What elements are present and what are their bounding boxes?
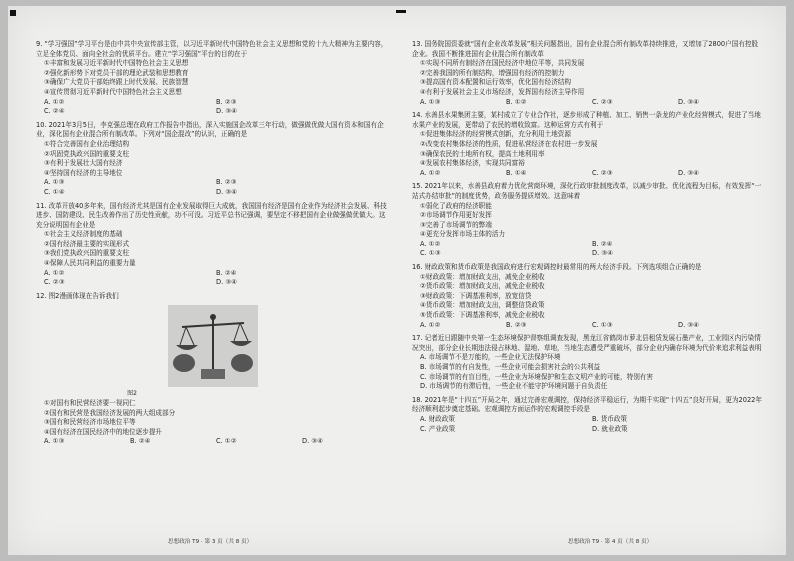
statement: ③有利于发展壮大国有经济	[44, 159, 123, 168]
statement: ②市场调节作用更好发挥	[420, 211, 492, 220]
question-11	[36, 202, 388, 288]
statement: ②强化新形势下对党员干部的理论武装和思想教育	[44, 68, 189, 77]
option-b: B. 市场调节的有自发性，一些企业可能会损害社会的公共利益	[420, 363, 601, 371]
statement: ①促进集体经济的经营模式创新，充分利用土地资源	[420, 130, 571, 139]
option-c: C. ①③	[592, 320, 613, 329]
statement: ②巩固党执政兴国的重要支柱	[44, 149, 130, 158]
answer-options	[44, 178, 388, 197]
statement: ③确保农民的土地所有权，提高土地利用率	[420, 149, 545, 158]
cartoon-figure	[168, 305, 258, 387]
center-mark	[396, 10, 406, 13]
option-a: A. 财政政策	[420, 414, 455, 423]
balance-scale-illustration	[168, 305, 258, 387]
figure-caption: 图2	[127, 390, 137, 398]
option-d: D. ③④	[678, 168, 700, 177]
question-16	[412, 263, 764, 330]
option-c: C. ②③	[44, 278, 65, 287]
answer-options	[420, 321, 764, 331]
statement: ④有利于发展社会主义市场经济，发挥国有经济主导作用	[420, 87, 585, 96]
statement: ⑤货币政策：下调基准利率，减免企业税收	[420, 311, 545, 320]
answer-options	[420, 98, 764, 108]
page-footer-right: 思想政治 T9 · 第 4 页（共 8 页）	[568, 539, 653, 545]
question-stem: 18. 2021年是“十四五”开局之年，通过完善宏观调控，保持经济平稳运行，为期千实现“十四五”良好开局，更为2022年经济顺利起步奠定基础。宏观调控方面运作的宏观调控手段是	[412, 395, 762, 414]
question-stem: 11. 改革开放40多年来，国有经济尤其是国有企业发展取得巨大成就，我国国有经济是国有企业作为经济社会发展、科技进步、国防建设、民生改善作出了历史性贡献，功不可没。习近平总书记强调，要坚定不移把国有企业做强做优做大。这充分说明国有企业是	[36, 201, 387, 229]
option-a: A. ①②	[420, 320, 441, 329]
option-d: D. ③④	[678, 320, 700, 329]
option-c: C. ①③	[420, 249, 441, 258]
option-b: B. ①④	[506, 168, 527, 177]
statement: ④保障人民共同利益的重要力量	[44, 259, 136, 268]
option-d: D. ③④	[678, 97, 700, 106]
question-stem: 15. 2021年以来，水善县政府着力优化营商环境，深化行政审批制度改革，以减少审批、优化流程为目标，有效发挥“一站式办结审批”的制度优势，政务服务提质增效。这意味着	[412, 182, 762, 200]
option-b: B. 货币政策	[592, 414, 628, 423]
question-9	[36, 40, 388, 117]
statement: ③财政政策：下调基准利率，放宽信贷	[420, 291, 532, 300]
option-a: A. ①③	[420, 97, 441, 106]
option-b: B. ②③	[216, 178, 237, 187]
option-b: B. ②④	[130, 437, 151, 446]
answer-options	[420, 415, 764, 434]
option-d: D. ③④	[592, 249, 614, 258]
statement: ④坚持国有经济的主导地位	[44, 168, 123, 177]
right-column	[412, 40, 764, 438]
statement: ①财政政策：增加财政支出，减免企业税收	[420, 272, 545, 281]
statement: ①符合完善国有企业治理结构	[44, 139, 130, 148]
statement: ④更充分发挥市场主体的活力	[420, 230, 506, 239]
statement: ①对国有和民营经济要一视同仁	[44, 399, 136, 408]
answer-options	[44, 437, 388, 447]
statement: ③确保广大党员干部始终跟上时代发展、民族智慧	[44, 78, 189, 87]
question-stem: 14. 水善县水果集团主要，某村成立了专业合作社，逐步形成了种植、加工、销售一条龙的产业化经营模式，促进了当地水果产业的发展，更带动了农民的增收致富。这种运营方式有利于	[412, 111, 761, 129]
statement: ①实现不同所有制经济在国民经济中地位平等，共同发展	[420, 59, 585, 68]
option-b: B. ②③	[216, 97, 237, 106]
option-a: A. ①②	[44, 268, 65, 277]
exam-sheet	[8, 6, 786, 555]
option-b: B. ①②	[506, 97, 527, 106]
option-c: C. ②③	[592, 168, 613, 177]
option-a: A. ①②	[420, 239, 441, 248]
question-stem: 9. “学习强国”学习平台是由中共中央宣传部主管，以习近平新时代中国特色社会主义思想和党的十九大精神为主要内容，立足全体党员、面向全社会的优质平台。建立“学习强国”平台的目的在于	[36, 40, 388, 58]
answer-options	[420, 169, 764, 179]
option-c: C. ①②	[216, 437, 237, 446]
option-d: D. ③④	[216, 278, 238, 287]
option-c: C. ②③	[592, 97, 613, 106]
option-b: B. ②③	[506, 320, 527, 329]
corner-mark	[10, 10, 16, 16]
question-stem: 13. 国务院国资委就“国有企业改革发展”相关问题指出，国有企业混合所有制改革持续推进，又增加了2800户国有控股企业。我国不断推进国有企业混合所有制改革	[412, 40, 759, 58]
option-b: B. ②④	[592, 239, 613, 248]
left-column	[36, 40, 388, 451]
option-d: D. ③④	[216, 107, 238, 116]
statement: ②改变农村集体经济的性质，促进私营经济在农村进一步发展	[420, 139, 598, 148]
question-15	[412, 182, 764, 259]
statement: ③国有和民营经济市场地位平等	[44, 418, 136, 427]
option-a: A. ①②	[420, 168, 441, 177]
statement: ①弱化了政府的经济职能	[420, 201, 492, 210]
option-d: D. ③④	[302, 437, 324, 446]
statement: ④发展农村集体经济，实现共同富裕	[420, 159, 525, 168]
option-c: C. ①④	[44, 187, 65, 196]
statement: ④宣传贯彻习近平新时代中国特色社会主义思想	[44, 87, 182, 96]
question-17	[412, 334, 764, 392]
option-d: D. 就业政策	[592, 424, 628, 433]
statement: ②国有经济最主要的实现形式	[44, 239, 130, 248]
question-stem: 17. 记者近日跟随中央第一生态环境保护督察组调查发现，黑龙江省鹤岗市萝北县租赁发展石墨产业，工业园区内污染情况突出，部分企业长期违法侵占林地、湿地、草地，当地生态遭受严重破坏，部分企业内确存环境为代价来追求利益表明	[412, 334, 762, 352]
statement: ②国有和民营是我国经济发展的两大组成部分	[44, 408, 176, 417]
question-12	[36, 292, 388, 447]
question-10	[36, 121, 388, 198]
option-a: A. ①③	[44, 178, 65, 187]
statement: ③提高国有资本配置和运行效率，优化国有经济结构	[420, 78, 571, 87]
page-footer-left: 思想政治 T9 · 第 3 页（共 8 页）	[168, 539, 253, 545]
option-a: A. ①③	[44, 437, 65, 446]
option-c: C. ②④	[44, 107, 65, 116]
option-d: D. ③④	[216, 187, 238, 196]
question-14	[412, 111, 764, 178]
statement: ①社会主义经济制度的基础	[44, 230, 123, 239]
statement: ④国有经济在国民经济中的地位逐步提升	[44, 427, 163, 436]
question-stem: 10. 2021年3月5日，李克强总理在政府工作报告中指出，深入实施国企改革三年行动，做强做优做大国有资本和国有企业，深化国有企业混合所有制改革。下列对“国企混改”的认识，正确的是	[36, 120, 384, 139]
statement: ③完善了市场调节的弊端	[420, 220, 492, 229]
question-18	[412, 396, 764, 434]
statement: ③我们党执政兴国的重要支柱	[44, 249, 130, 258]
option-d: D. 市场调节的有滞后性，一些企业不能守护环境问题于自负责任	[420, 382, 608, 391]
question-stem: 16. 财政政策和货币政策是我国政府进行宏观调控时最常用的两大经济手段。下列选项组合正确的是	[412, 263, 702, 272]
answer-options	[44, 269, 388, 288]
option-a: A. ①②	[44, 97, 65, 106]
question-13	[412, 40, 764, 107]
option-a: A. 市场调节不是万能的，一些企业无法保护环境	[420, 353, 561, 362]
answer-options	[420, 240, 764, 259]
question-stem: 12. 图2漫画体现在告诉我们	[36, 291, 119, 300]
statement: ②完善我国的所有制结构，增强国有经济的控制力	[420, 68, 565, 77]
option-c: C. 产业政策	[420, 424, 456, 433]
option-b: B. ②④	[216, 268, 237, 277]
statement: ②货币政策：增加财政支出，减免企业税收	[420, 282, 545, 291]
statement: ①丰富和发展习近平新时代中国特色社会主义思想	[44, 59, 189, 68]
statement: ④货币政策：增加财政支出，调整信贷政策	[420, 301, 545, 310]
option-c: C. 市场调节的有盲目性，一些企业为环境保护和生态文明产业的可能，特别有害	[420, 372, 653, 381]
answer-options	[44, 98, 388, 117]
